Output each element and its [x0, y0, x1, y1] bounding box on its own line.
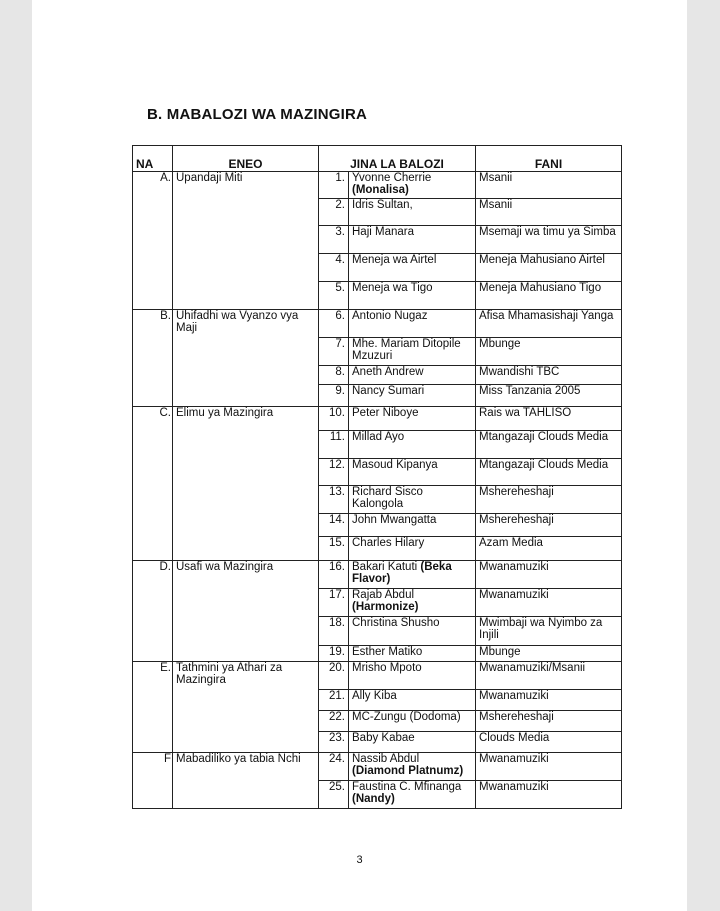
ambassador-profession: Mtangazaji Clouds Media	[476, 431, 622, 459]
ambassador-name-text: Mhe. Mariam Ditopile Mzuzuri	[352, 338, 461, 362]
document-page	[32, 0, 687, 911]
ambassador-profession: Mwandishi TBC	[476, 366, 622, 385]
row-number: 11.	[319, 431, 349, 459]
ambassador-nickname: (Diamond Platnumz)	[352, 765, 464, 777]
ambassador-profession: Rais wa TAHLISO	[476, 407, 622, 431]
ambassador-profession: Mwanamuziki	[476, 753, 622, 781]
table-row	[133, 753, 622, 781]
row-number: 7.	[319, 338, 349, 366]
ambassador-name	[349, 310, 476, 338]
section-heading: B. MABALOZI WA MAZINGIRA	[147, 106, 368, 123]
ambassador-name	[349, 226, 476, 254]
ambassador-name-text: Yvonne Cherrie	[352, 172, 432, 184]
area-letter: F	[133, 753, 173, 809]
ambassador-name-text: Millad Ayo	[352, 431, 405, 443]
ambassador-name-text: Masoud Kipanya	[352, 459, 438, 471]
ambassador-name	[349, 711, 476, 732]
ambassador-profession: Mshereheshaji	[476, 514, 622, 537]
ambassador-name	[349, 662, 476, 690]
ambassador-name	[349, 172, 476, 199]
ambassador-name	[349, 537, 476, 561]
ambassador-nickname: (Harmonize)	[352, 601, 419, 613]
row-number: 23.	[319, 732, 349, 753]
ambassador-name	[349, 617, 476, 646]
ambassador-name-text: Faustina C. Mfinanga	[352, 781, 462, 793]
ambassador-name	[349, 385, 476, 407]
ambassador-profession: Afisa Mhamasishaji Yanga	[476, 310, 622, 338]
table-row	[133, 172, 622, 199]
ambassador-name	[349, 199, 476, 226]
row-number: 19.	[319, 646, 349, 662]
row-number: 5.	[319, 282, 349, 310]
ambassador-profession: Mwanamuziki	[476, 781, 622, 809]
row-number: 1.	[319, 172, 349, 199]
row-number: 25.	[319, 781, 349, 809]
ambassador-profession: Mbunge	[476, 338, 622, 366]
table-row	[133, 662, 622, 690]
ambassador-profession: Mshereheshaji	[476, 711, 622, 732]
area-name: Tathmini ya Athari za Mazingira	[173, 662, 319, 753]
ambassador-profession: Meneja Mahusiano Tigo	[476, 282, 622, 310]
ambassador-name	[349, 366, 476, 385]
ambassador-name	[349, 459, 476, 486]
ambassador-name-text: Meneja wa Airtel	[352, 254, 437, 266]
area-letter: B.	[133, 310, 173, 407]
ambassador-profession: Mwimbaji wa Nyimbo za Injili	[476, 617, 622, 646]
area-name: Elimu ya Mazingira	[173, 407, 319, 561]
ambassador-name-text: Antonio Nugaz	[352, 310, 428, 322]
ambassador-name-text: Mrisho Mpoto	[352, 662, 422, 674]
ambassador-name	[349, 732, 476, 753]
row-number: 18.	[319, 617, 349, 646]
ambassador-name-text: Nancy Sumari	[352, 385, 425, 397]
ambassador-name	[349, 781, 476, 809]
area-name: Usafi wa Mazingira	[173, 561, 319, 662]
ambassador-name-text: Christina Shusho	[352, 617, 440, 629]
table-row	[133, 407, 622, 431]
ambassador-name	[349, 690, 476, 711]
ambassador-profession: Miss Tanzania 2005	[476, 385, 622, 407]
ambassador-name	[349, 514, 476, 537]
area-letter: E.	[133, 662, 173, 753]
row-number: 20.	[319, 662, 349, 690]
ambassador-nickname: (Nandy)	[352, 793, 395, 805]
ambassador-name-text: John Mwangatta	[352, 514, 437, 526]
row-number: 6.	[319, 310, 349, 338]
row-number: 14.	[319, 514, 349, 537]
table-header-row	[133, 146, 622, 172]
ambassador-name	[349, 431, 476, 459]
ambassador-name-text: Haji Manara	[352, 226, 414, 238]
row-number: 17.	[319, 589, 349, 617]
area-letter: C.	[133, 407, 173, 561]
ambassador-name	[349, 407, 476, 431]
page-number: 3	[356, 854, 363, 866]
ambassador-name-text: Ally Kiba	[352, 690, 397, 702]
area-name: Uhifadhi wa Vyanzo vya Maji	[173, 310, 319, 407]
ambassador-profession: Mwanamuziki/Msanii	[476, 662, 622, 690]
header-fani: FANI	[476, 146, 622, 172]
ambassadors-table	[132, 145, 622, 809]
ambassador-name-text: Charles Hilary	[352, 537, 425, 549]
ambassador-name-text: MC-Zungu (Dodoma)	[352, 711, 461, 723]
ambassador-name-text: Esther Matiko	[352, 646, 423, 658]
ambassador-profession: Msanii	[476, 199, 622, 226]
ambassador-name	[349, 338, 476, 366]
ambassador-nickname: (Monalisa)	[352, 184, 409, 196]
ambassador-profession: Meneja Mahusiano Airtel	[476, 254, 622, 282]
row-number: 22.	[319, 711, 349, 732]
row-number: 8.	[319, 366, 349, 385]
ambassador-name	[349, 753, 476, 781]
ambassador-name	[349, 282, 476, 310]
ambassador-profession: Mshereheshaji	[476, 486, 622, 514]
row-number: 3.	[319, 226, 349, 254]
row-number: 9.	[319, 385, 349, 407]
ambassador-name	[349, 589, 476, 617]
row-number: 4.	[319, 254, 349, 282]
row-number: 10.	[319, 407, 349, 431]
ambassador-name	[349, 254, 476, 282]
area-letter: D.	[133, 561, 173, 662]
ambassador-name-text: Meneja wa Tigo	[352, 282, 433, 294]
row-number: 2.	[319, 199, 349, 226]
row-number: 16.	[319, 561, 349, 589]
table-row	[133, 561, 622, 589]
ambassador-name-text: Bakari Katuti	[352, 561, 418, 573]
header-na: NA	[133, 146, 173, 172]
ambassador-profession: Clouds Media	[476, 732, 622, 753]
ambassador-profession: Mbunge	[476, 646, 622, 662]
ambassador-name-text: Rajab Abdul	[352, 589, 415, 601]
ambassador-profession: Mwanamuziki	[476, 690, 622, 711]
row-number: 15.	[319, 537, 349, 561]
ambassador-name	[349, 486, 476, 514]
table-row	[133, 310, 622, 338]
ambassador-name-text: Baby Kabae	[352, 732, 415, 744]
row-number: 13.	[319, 486, 349, 514]
ambassador-profession: Msanii	[476, 172, 622, 199]
ambassador-profession: Mtangazaji Clouds Media	[476, 459, 622, 486]
area-name: Mabadiliko ya tabia Nchi	[173, 753, 319, 809]
row-number: 12.	[319, 459, 349, 486]
ambassador-name	[349, 646, 476, 662]
ambassador-name-text: Aneth Andrew	[352, 366, 424, 378]
ambassador-name-text: Richard Sisco Kalongola	[352, 486, 423, 510]
ambassador-nickname: (Beka Flavor)	[352, 561, 452, 585]
ambassador-name-text: Peter Niboye	[352, 407, 419, 419]
header-eneo: ENEO	[173, 146, 319, 172]
area-name: Upandaji Miti	[173, 172, 319, 310]
ambassador-name	[349, 561, 476, 589]
ambassador-profession: Mwanamuziki	[476, 561, 622, 589]
ambassador-profession: Mwanamuziki	[476, 589, 622, 617]
ambassador-profession: Azam Media	[476, 537, 622, 561]
ambassador-name-text: Idris Sultan,	[352, 199, 413, 211]
row-number: 21.	[319, 690, 349, 711]
area-letter: A.	[133, 172, 173, 310]
ambassador-profession: Msemaji wa timu ya Simba	[476, 226, 622, 254]
header-jina: JINA LA BALOZI	[319, 146, 476, 172]
row-number: 24.	[319, 753, 349, 781]
ambassador-name-text: Nassib Abdul	[352, 753, 420, 765]
